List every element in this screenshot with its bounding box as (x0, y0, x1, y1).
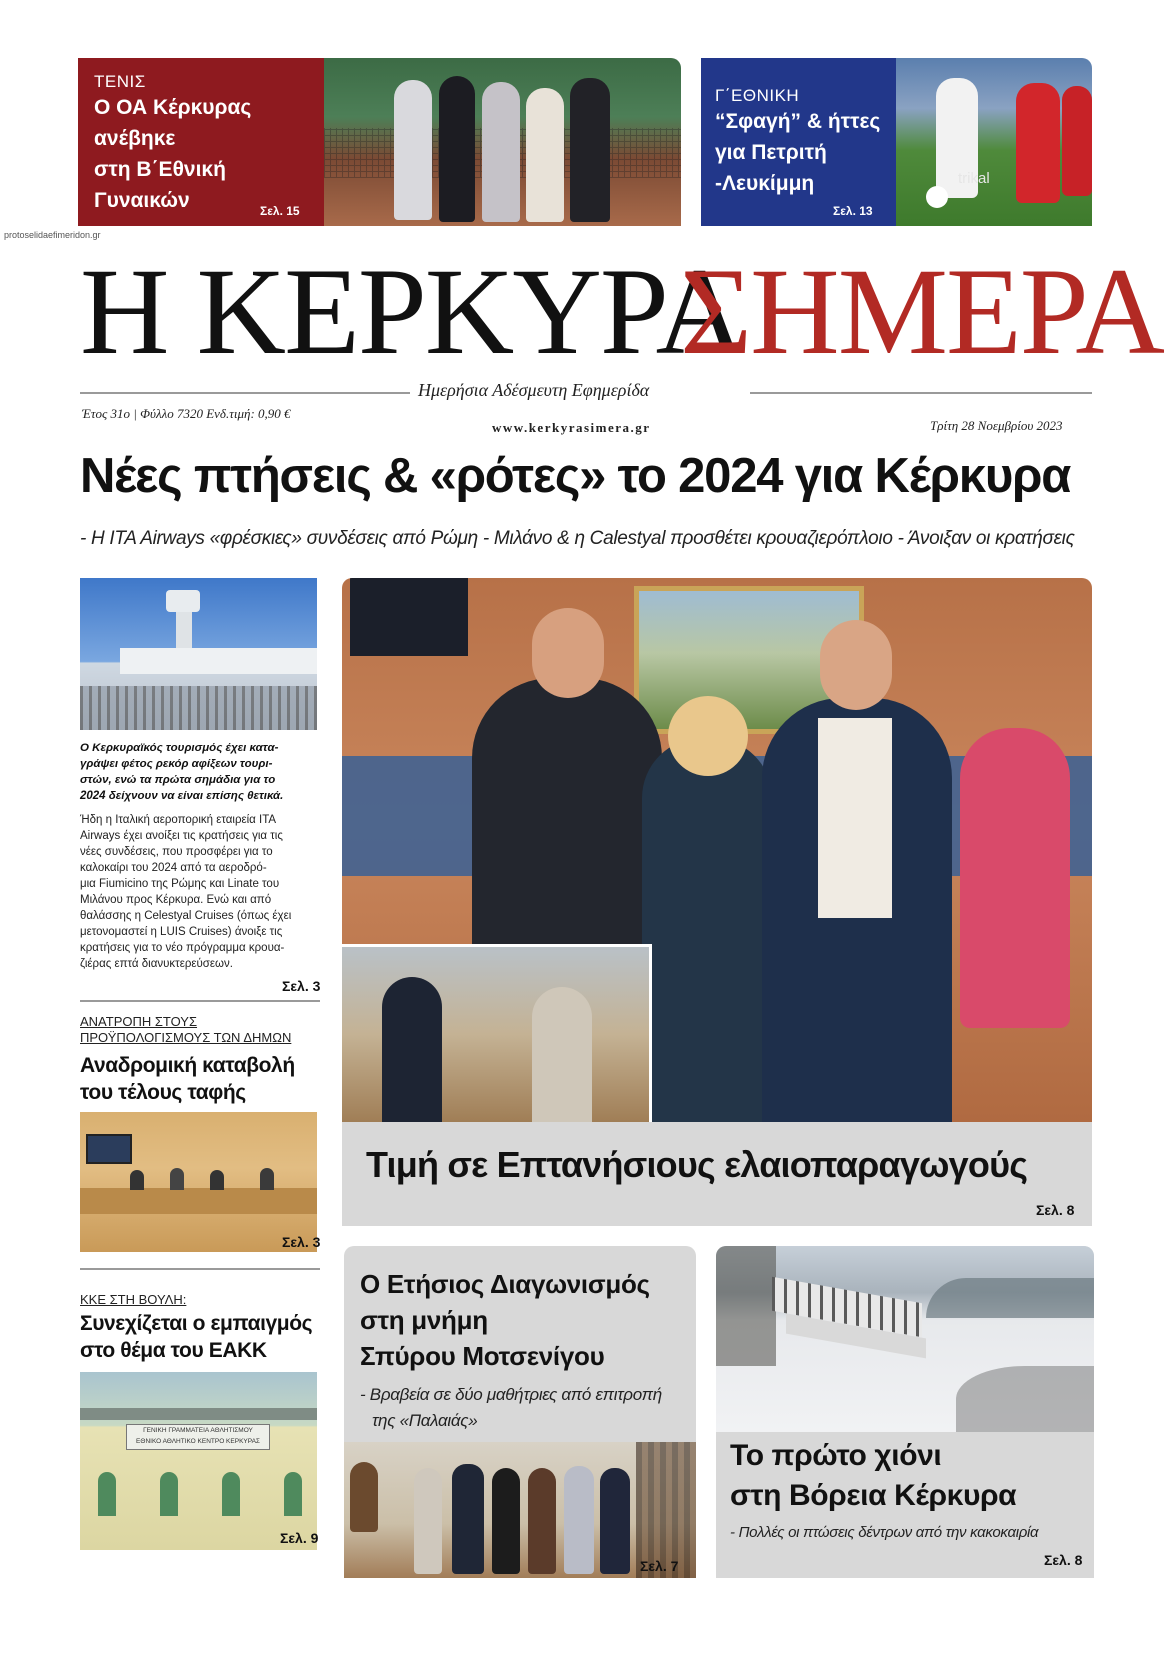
snow-subtitle: - Πολλές οι πτώσεις δέντρων από την κακοκαιρία (730, 1524, 1039, 1541)
masthead-right: ΣΗΜΕΡΑ (680, 243, 1163, 380)
building-sign: ΓΕΝΙΚΗ ΓΡΑΜΜΑΤΕΙΑ ΑΘΛΗΤΙΣΜΟΥ ΕΘΝΙΚΟ ΑΘΛΗΤΙΚΟ ΚΕΝΤΡΟ ΚΕΡΚΥΡΑΣ (126, 1424, 270, 1450)
kke-title[interactable]: Συνεχίζεται ο εμπαιγμός στο θέμα του ΕΑΚΚ (80, 1312, 313, 1362)
contest-subtitle: - Βραβεία σε δύο μαθήτριες από επιτροπή της «Παλαιάς» (360, 1385, 662, 1430)
olive-page-ref[interactable]: Σελ. 8 (1036, 1202, 1075, 1218)
contest-box[interactable] (344, 1246, 696, 1578)
snow-title: Το πρώτο χιόνι στη Βόρεια Κέρκυρα (730, 1439, 1017, 1512)
football-match-photo (896, 58, 1092, 226)
tennis-team-photo (324, 58, 681, 226)
teaser-football-box (701, 58, 896, 226)
main-subhead: - Η ITA Airways «φρέσκιες» συνδέσεις από Ρώμη - Μιλάνο & η Calestyal προσθέτει κρουαζιερόπλοιο - Άνοιξαν οι κρατήσεις (80, 528, 1075, 549)
burial-page-ref[interactable]: Σελ. 3 (282, 1234, 321, 1250)
teaser-title-line: Γυναικών (94, 189, 190, 212)
masthead-tagline: Ημερήσια Αδέσμευτη Εφημερίδα (410, 380, 657, 401)
teaser-category: Γ΄ΕΘΝΙΚΗ (715, 86, 800, 105)
olive-caption-box[interactable] (342, 1122, 1092, 1226)
burial-title[interactable]: Αναδρομική καταβολή του τέλους ταφής (80, 1054, 295, 1104)
divider (80, 1000, 320, 1002)
website-link[interactable]: www.kerkyrasimera.gr (492, 420, 651, 435)
masthead-left: Η ΚΕΡΚΥΡΑ (80, 243, 744, 380)
award-ceremony-photo (342, 578, 1092, 1122)
sports-center-photo (80, 1372, 317, 1550)
watermark: protoselidaefimeridon.gr (4, 230, 101, 240)
kke-kicker: ΚΚΕ ΣΤΗ ΒΟΥΛΗ: (80, 1292, 187, 1307)
masthead-rule-right (750, 392, 1092, 394)
teaser-tennis-box (78, 58, 324, 226)
olive-title: Τιμή σε Επτανήσιους ελαιοπαραγωγούς (366, 1144, 1028, 1185)
teaser-title-line: στη Β΄Εθνική (94, 158, 226, 181)
airport-photo (80, 578, 317, 730)
snow-box[interactable] (716, 1246, 1094, 1578)
teaser-title-line: Ο ΟΑ Κέρκυρας (94, 96, 252, 119)
snow-page-ref[interactable]: Σελ. 8 (1044, 1552, 1083, 1568)
divider (80, 1268, 320, 1270)
teaser-page: Σελ. 15 (260, 204, 300, 218)
teaser-category: ΤΕΝΙΣ (94, 72, 146, 91)
contest-title: Ο Ετήσιος Διαγωνισμός στη μνήμη Σπύρου Μοτσενίγου (360, 1269, 650, 1371)
snowy-bench-photo (716, 1246, 1094, 1432)
teaser-title-line: ανέβηκε (94, 127, 176, 150)
masthead-rule-left (80, 392, 410, 394)
teaser-page: Σελ. 13 (833, 204, 873, 218)
issue-date: Τρίτη 28 Νοεμβρίου 2023 (930, 418, 1063, 433)
issue-info: Έτος 31ο | Φύλλο 7320 Ενδ.τιμή: 0,90 € (82, 406, 291, 421)
burial-kicker: ΑΝΑΤΡΟΠΗ ΣΤΟΥΣ ΠΡΟΫΠΟΛΟΓΙΣΜΟΥΣ ΤΩΝ ΔΗΜΩΝ (80, 1014, 292, 1045)
teaser-title-line: για Πετριτή (715, 141, 827, 164)
council-meeting-photo (80, 1112, 317, 1252)
contest-page-ref[interactable]: Σελ. 7 (640, 1558, 679, 1574)
kke-page-ref[interactable]: Σελ. 9 (280, 1530, 319, 1546)
main-lead: Ο Κερκυραϊκός τουρισμός έχει κατα- γράψει φέτος ρεκόρ αφίξεων τουρι- στών, ενώ τα πρώτα σημάδια για το 2024 δείχνουν να είναι επίσης θετικά. (80, 742, 284, 802)
teaser-title-line: “Σφαγή” & ήττες (715, 110, 881, 133)
main-page-ref[interactable]: Σελ. 3 (282, 978, 321, 994)
main-headline[interactable]: Νέες πτήσεις & «ρότες» το 2024 για Κέρκυρα (80, 449, 1071, 503)
teaser-title-line: -Λευκίμμη (715, 172, 815, 195)
photo-credit: trikal (958, 170, 990, 187)
main-body: Ήδη η Ιταλική αεροπορική εταιρεία ITA Airways έχει ανοίξει τις κρατήσεις για τις νέες συνδέσεις, που προσφέρει για το καλοκαίρι του 2024 από τα αεροδρό- μια Fiumicino της Ρώμης και Linate του Μιλάνου προς Κέρκυρα. Ενώ και από θαλάσσης η Celestyal Cruises (όπως έχει μετονομαστεί η LUIS Cruises) άνοιξε τις κρατήσεις για το νέο πρόγραμμα κρουα- ζιέρας επτά διανυκτερεύσεων. (80, 814, 292, 970)
